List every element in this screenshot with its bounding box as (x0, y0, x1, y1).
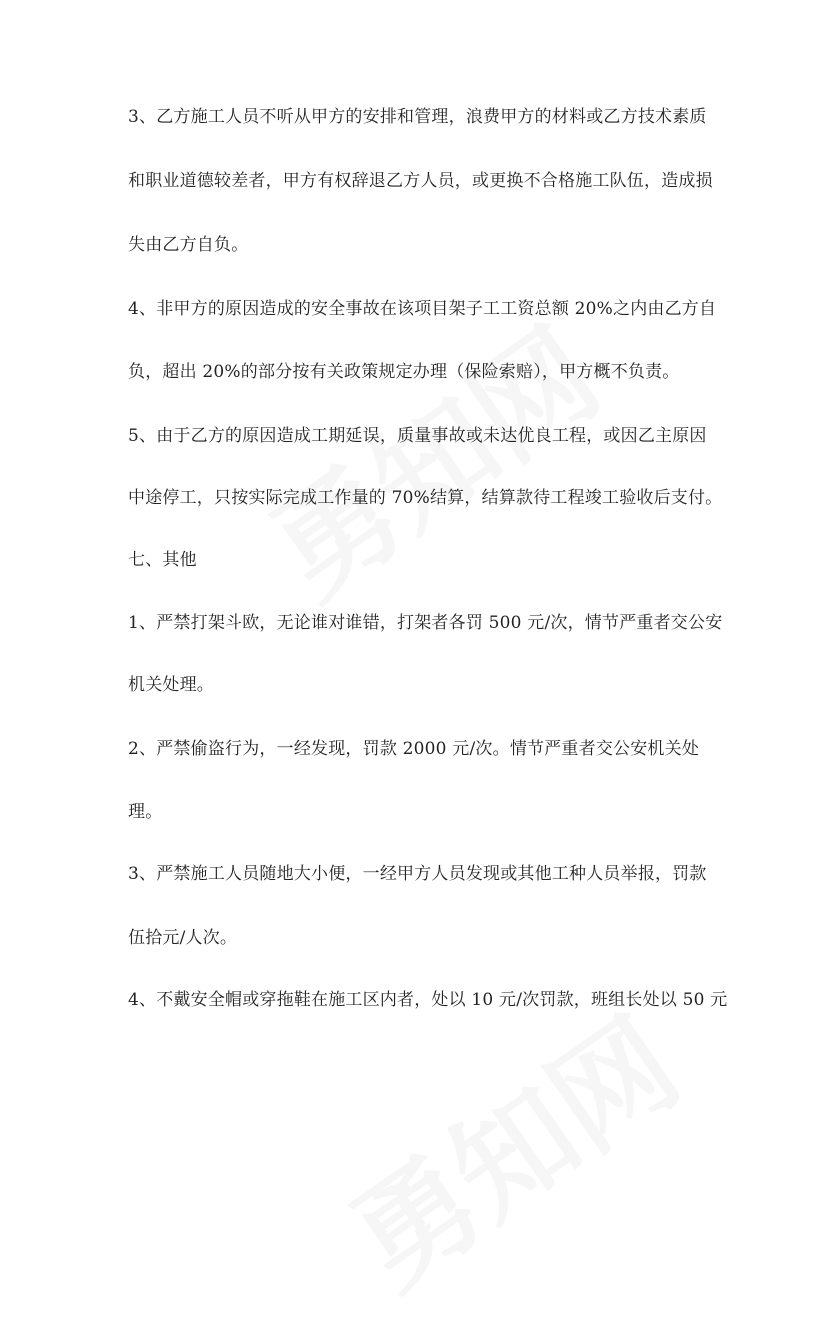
text-line: 3、乙方施工人员不听从甲方的安排和管理，浪费甲方的材料或乙方技术素质 (128, 107, 707, 127)
watermark (313, 972, 707, 1319)
text-line: 3、严禁施工人员随地大小便，一经甲方人员发现或其他工种人员举报，罚款 (128, 864, 707, 884)
text-line: 机关处理。 (128, 675, 214, 695)
text-line: 负，超出 20%的部分按有关政策规定办理（保险索赔），甲方概不负责。 (128, 362, 680, 382)
watermark (233, 282, 627, 629)
text-line: 1、严禁打架斗欧，无论谁对谁错，打架者各罚 500 元/次，情节严重者交公安 (128, 613, 723, 633)
text-line: 中途停工，只按实际完成工作量的 70%结算，结算款待工程竣工验收后支付。 (128, 488, 723, 508)
text-line: 2、严禁偷盗行为，一经发现，罚款 2000 元/次。情节严重者交公安机关处 (128, 739, 700, 759)
text-line: 和职业道德较差者，甲方有权辞退乙方人员，或更换不合格施工队伍，造成损 (128, 171, 713, 191)
text-line: 4、非甲方的原因造成的安全事故在该项目架子工工资总额 20%之内由乙方自 (128, 299, 717, 319)
text-line: 失由乙方自负。 (128, 235, 249, 255)
text-line: 4、不戴安全帽或穿拖鞋在施工区内者，处以 10 元/次罚款，班组长处以 50 元 (128, 990, 728, 1010)
section-heading: 七、其他 (128, 550, 197, 570)
text-line: 5、由于乙方的原因造成工期延误，质量事故或未达优良工程，或因乙主原因 (128, 426, 707, 446)
text-line: 理。 (128, 802, 163, 822)
text-line: 伍拾元/人次。 (128, 928, 238, 948)
